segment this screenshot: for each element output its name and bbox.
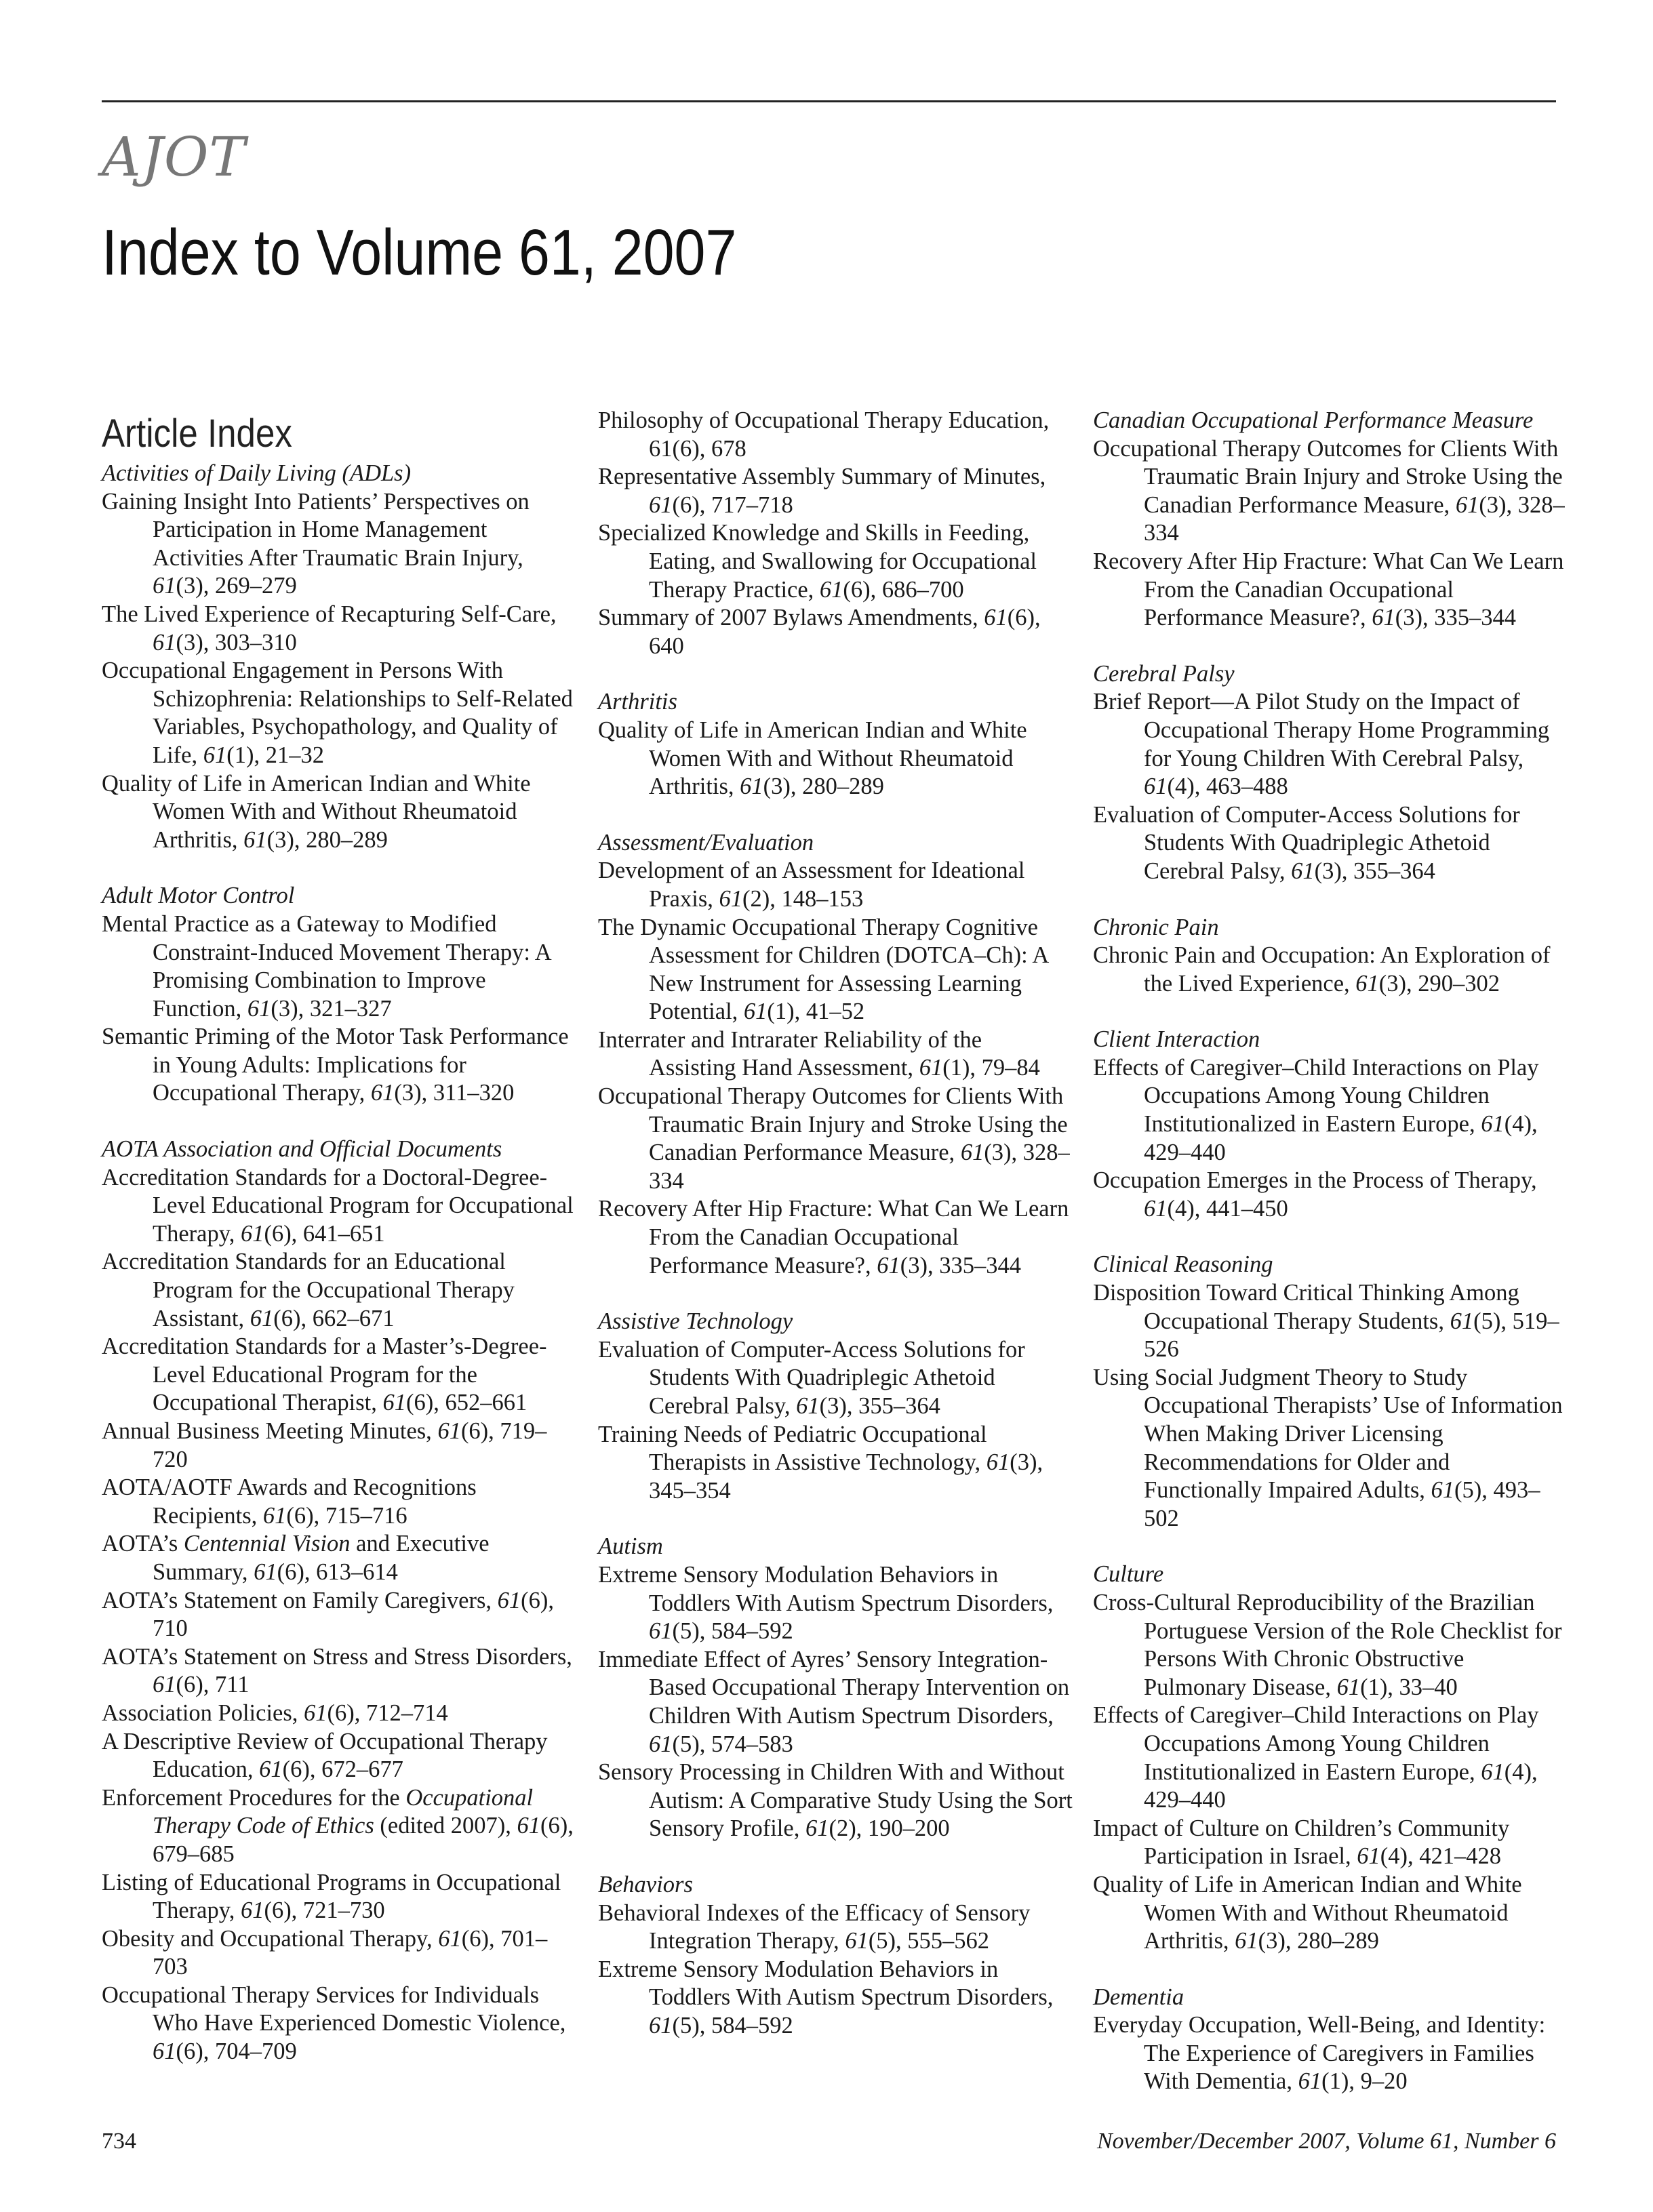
index-entry: Occupational Engagement in Persons With Schizophrenia: Relationships to Self-Related Variables, Psychopathology, and Quality of Life, 61(1), 21–32 [102, 658, 573, 768]
index-entry: Extreme Sensory Modulation Behaviors in Toddlers With Autism Spectrum Disorders, 61(5), 584–592 [598, 1561, 1054, 1645]
index-entry: The Lived Experience of Recapturing Self-Care, 61(3), 303–310 [102, 601, 557, 656]
index-entry: AOTA’s Centennial Vision and Executive Summary, 61(6), 613–614 [102, 1531, 490, 1585]
category-heading: Clinical Reasoning [1093, 1251, 1273, 1278]
index-entry: Effects of Caregiver–Child Interactions on Play Occupations Among Young Children Institutionalized in Eastern Europe, 61(4), 429–440 [1093, 1054, 1539, 1165]
index-entry: Summary of 2007 Bylaws Amendments, 61(6), 640 [598, 605, 1041, 659]
index-entry: Effects of Caregiver–Child Interactions on Play Occupations Among Young Children Institutionalized in Eastern Europe, 61(4), 429–440 [1093, 1702, 1539, 1813]
index-entry: Listing of Educational Programs in Occupational Therapy, 61(6), 721–730 [102, 1869, 561, 1924]
index-entry: Recovery After Hip Fracture: What Can We Learn From the Canadian Occupational Performance Measure?, 61(3), 335–344 [1093, 548, 1564, 631]
index-entry: Quality of Life in American Indian and White Women With and Without Rheumatoid Arthritis, 61(3), 280–289 [1093, 1871, 1522, 1954]
category-heading: Activities of Daily Living (ADLs) [102, 460, 412, 486]
index-column-1 [102, 407, 576, 2066]
index-column-3 [1093, 407, 1568, 2096]
index-entry: Semantic Priming of the Motor Task Performance in Young Adults: Implications for Occupational Therapy, 61(3), 311–320 [102, 1024, 569, 1106]
index-entry: Brief Report—A Pilot Study on the Impact of Occupational Therapy Home Programming for Young Children With Cerebral Palsy, 61(4), 463–488 [1093, 689, 1550, 800]
index-entry: Extreme Sensory Modulation Behaviors in Toddlers With Autism Spectrum Disorders, 61(5), 584–592 [598, 1956, 1054, 2038]
column-body [598, 407, 1073, 2040]
index-entry: Evaluation of Computer-Access Solutions for Students With Quadriplegic Athetoid Cerebral Palsy, 61(3), 355–364 [1093, 801, 1520, 884]
index-entry: Immediate Effect of Ayres’ Sensory Integration-Based Occupational Therapy Intervention on Children With Autism Spectrum Disorders, 61(5), 574–583 [598, 1646, 1070, 1757]
index-category-group [102, 1135, 576, 2066]
page-number: 734 [102, 2129, 136, 2154]
index-entry: A Descriptive Review of Occupational Therapy Education, 61(6), 672–677 [102, 1728, 548, 1783]
index-entry: Chronic Pain and Occupation: An Exploration of the Lived Experience, 61(3), 290–302 [1093, 942, 1551, 997]
column-body [1093, 407, 1568, 2096]
index-category-group [1093, 1984, 1568, 2096]
index-entry: Using Social Judgment Theory to Study Occupational Therapists’ Use of Information When Making Driver Licensing Recommendations for Older and Functionally Impaired Adults, 61(5), 493–502 [1093, 1364, 1563, 1531]
category-heading: Assistive Technology [598, 1308, 793, 1335]
category-heading: Adult Motor Control [102, 883, 295, 909]
issue-line: November/December 2007, Volume 61, Number 6 [1096, 2129, 1556, 2154]
index-entry: Everyday Occupation, Well-Being, and Identity: The Experience of Caregivers in Families With Dementia, 61(1), 9–20 [1093, 2012, 1546, 2095]
index-category-group [598, 829, 1073, 1281]
index-entry: Occupational Therapy Outcomes for Clients With Traumatic Brain Injury and Stroke Using the Canadian Performance Measure, 61(3), 328–334 [598, 1083, 1070, 1194]
index-entry: AOTA’s Statement on Stress and Stress Disorders, 61(6), 711 [102, 1643, 572, 1698]
index-entry: Cross-Cultural Reproducibility of the Brazilian Portuguese Version of the Role Checklist for Persons With Chronic Obstructive Pulmonary Disease, 61(1), 33–40 [1093, 1589, 1562, 1700]
index-category-group [1093, 1561, 1568, 1955]
index-entry: Recovery After Hip Fracture: What Can We Learn From the Canadian Occupational Performance Measure?, 61(3), 335–344 [598, 1196, 1069, 1279]
index-entry: Occupational Therapy Outcomes for Clients With Traumatic Brain Injury and Stroke Using the Canadian Performance Measure, 61(3), 328–334 [1093, 435, 1565, 546]
index-category-group [1093, 407, 1568, 632]
section-title: Article Index [102, 411, 292, 456]
index-entry: Evaluation of Computer-Access Solutions for Students With Quadriplegic Athetoid Cerebral Palsy, 61(3), 355–364 [598, 1336, 1025, 1419]
index-entry: Annual Business Meeting Minutes, 61(6), 719–720 [102, 1418, 547, 1472]
category-heading: Dementia [1093, 1984, 1184, 2010]
index-entry: Accreditation Standards for a Master’s-Degree-Level Educational Program for the Occupational Therapist, 61(6), 652–661 [102, 1333, 547, 1416]
index-category-group [102, 882, 576, 1108]
index-entry: Occupational Therapy Services for Individuals Who Have Experienced Domestic Violence, 61(6), 704–709 [102, 1982, 566, 2065]
index-entry: Sensory Processing in Children With and Without Autism: A Comparative Study Using the Sort Sensory Profile, 61(2), 190–200 [598, 1759, 1073, 1842]
index-entry: Occupation Emerges in the Process of Therapy, 61(4), 441–450 [1093, 1167, 1537, 1222]
category-heading: Client Interaction [1093, 1026, 1260, 1053]
index-category-group [598, 688, 1073, 801]
header-rule [102, 100, 1556, 102]
column-body [102, 460, 576, 2066]
journal-name: AJOT [102, 125, 246, 188]
index-entry: Disposition Toward Critical Thinking Among Occupational Therapy Students, 61(5), 519–526 [1093, 1280, 1559, 1363]
index-category-group [598, 1308, 1073, 1505]
index-column-2 [598, 407, 1073, 2040]
index-entry: Accreditation Standards for a Doctoral-Degree-Level Educational Program for Occupational Therapy, 61(6), 641–651 [102, 1164, 574, 1247]
index-entry: Specialized Knowledge and Skills in Feeding, Eating, and Swallowing for Occupational Therapy Practice, 61(6), 686–700 [598, 520, 1037, 603]
index-entry: Association Policies, 61(6), 712–714 [102, 1700, 448, 1726]
index-entry: Enforcement Procedures for the Occupational Therapy Code of Ethics (edited 2007), 61(6), 679–685 [102, 1784, 574, 1867]
index-entry: The Dynamic Occupational Therapy Cognitive Assessment for Children (DOTCA–Ch): A New Instrument for Assessing Learning Potential, 61(1), 41–52 [598, 914, 1048, 1025]
category-heading: Culture [1093, 1561, 1164, 1588]
page-title: Index to Volume 61, 2007 [102, 216, 737, 289]
index-entry: Development of an Assessment for Ideational Praxis, 61(2), 148–153 [598, 858, 1025, 912]
index-category-group [1093, 1026, 1568, 1223]
category-heading: Autism [598, 1533, 663, 1560]
index-entry: Accreditation Standards for an Educational Program for the Occupational Therapy Assistant, 61(6), 662–671 [102, 1249, 515, 1331]
index-entry: Representative Assembly Summary of Minutes, 61(6), 717–718 [598, 464, 1046, 518]
index-category-group [1093, 1251, 1568, 1533]
index-category-group [1093, 660, 1568, 886]
index-entry: AOTA’s Statement on Family Caregivers, 61(6), 710 [102, 1587, 555, 1642]
index-entry: Mental Practice as a Gateway to Modified Constraint-Induced Movement Therapy: A Promising Combination to Improve Function, 61(3), 321–327 [102, 910, 551, 1022]
index-entry: Gaining Insight Into Patients’ Perspectives on Participation in Home Management Activities After Traumatic Brain Injury, 61(3), 269–279 [102, 488, 530, 599]
category-heading: Canadian Occupational Performance Measure [1093, 407, 1534, 433]
index-category-group [598, 1533, 1073, 1843]
index-entry: Philosophy of Occupational Therapy Education, 61(6), 678 [598, 407, 1050, 462]
index-entry: Interrater and Intrarater Reliability of the Assisting Hand Assessment, 61(1), 79–84 [598, 1026, 1040, 1081]
category-heading: AOTA Association and Official Documents [102, 1136, 502, 1163]
category-heading: Behaviors [598, 1871, 693, 1897]
index-entry: Quality of Life in American Indian and White Women With and Without Rheumatoid Arthritis, 61(3), 280–289 [102, 770, 531, 853]
index-entry: Obesity and Occupational Therapy, 61(6), 701–703 [102, 1925, 548, 1980]
index-entry: Quality of Life in American Indian and White Women With and Without Rheumatoid Arthritis, 61(3), 280–289 [598, 717, 1027, 800]
index-entry: AOTA/AOTF Awards and Recognitions Recipients, 61(6), 715–716 [102, 1474, 477, 1529]
index-category-group [102, 460, 576, 854]
index-category-group [598, 1871, 1073, 2040]
index-category-group [1093, 914, 1568, 999]
index-entry: Behavioral Indexes of the Efficacy of Sensory Integration Therapy, 61(5), 555–562 [598, 1899, 1031, 1954]
category-heading: Chronic Pain [1093, 914, 1219, 940]
index-category-group [598, 407, 1073, 660]
category-heading: Cerebral Palsy [1093, 660, 1235, 687]
category-heading: Assessment/Evaluation [598, 829, 814, 856]
category-heading: Arthritis [598, 689, 677, 715]
index-entry: Training Needs of Pediatric Occupational Therapists in Assistive Technology, 61(3), 345–354 [598, 1421, 1043, 1504]
index-entry: Impact of Culture on Children’s Community Participation in Israel, 61(4), 421–428 [1093, 1815, 1510, 1870]
